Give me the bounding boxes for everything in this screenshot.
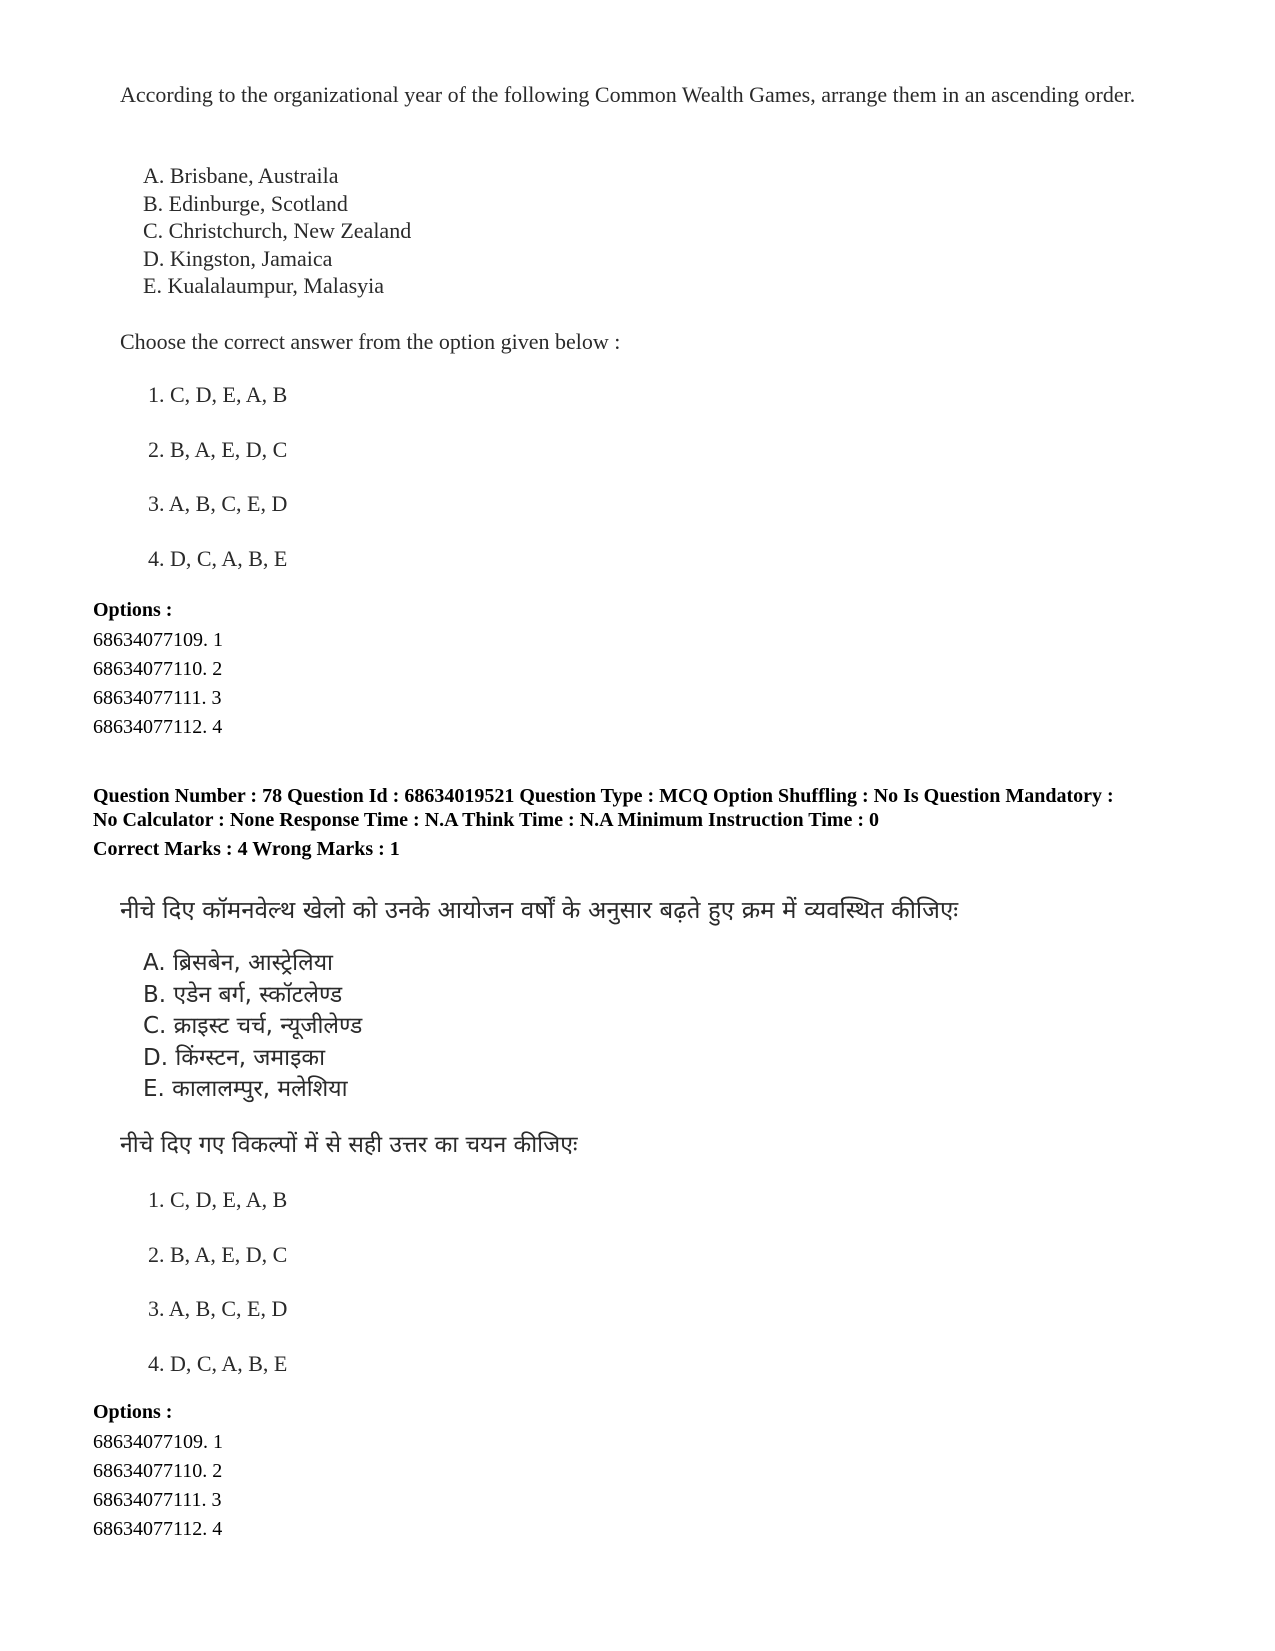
list-item: C. क्राइस्ट चर्च, न्यूजीलेण्ड [143,1013,363,1039]
choose-prompt-en: Choose the correct answer from the option given below : [120,329,621,354]
options-heading: Options : [93,599,173,621]
option-id-row: 68634077111. 3 [93,1489,222,1511]
answer-choice: 1. C, D, E, A, B [148,1187,288,1212]
answer-choice: 4. D, C, A, B, E [148,545,288,571]
question-meta-line: Question Number : 78 Question Id : 68634019521 Question Type : MCQ Option Shuffling : No Is Question Mandatory : [93,785,1114,807]
option-id-row: 68634077112. 4 [93,1518,223,1540]
option-id-row: 68634077112. 4 [93,716,223,738]
answer-choice: 2. B, A, E, D, C [148,436,288,462]
list-item: D. Kingston, Jamaica [143,245,333,271]
option-id-row: 68634077110. 2 [93,1460,223,1482]
options-list [93,626,223,742]
options-list [93,1428,223,1544]
question-text-en: According to the organizational year of the following Common Wealth Games, arrange them in an ascending order. [120,82,1136,107]
list-item: A. Brisbane, Austraila [143,163,339,188]
option-id-row: 68634077111. 3 [93,687,222,709]
options-heading: Options : [93,1401,173,1423]
list-item: B. Edinburge, Scotland [143,190,348,216]
question-meta [93,784,1193,832]
list-item: A. ब्रिसबेन, आस्ट्रेलिया [143,950,334,976]
answer-list-hi [148,1186,287,1404]
item-list-en [143,162,411,300]
list-item: D. किंग्स्टन, जमाइका [143,1044,326,1071]
answer-choice: 3. A, B, C, E, D [148,491,288,516]
option-id-row: 68634077109. 1 [93,1431,223,1453]
list-item: E. कालालम्पुर, मलेशिया [143,1076,348,1102]
list-item: B. एडेन बर्ग, स्कॉटलेण्ड [143,981,343,1008]
marks-line: Correct Marks : 4 Wrong Marks : 1 [93,838,400,860]
answer-choice: 3. A, B, C, E, D [148,1296,288,1321]
item-list-hi [143,948,362,1106]
answer-list-en [148,381,287,599]
answer-choice: 2. B, A, E, D, C [148,1241,288,1267]
question-text-hi: नीचे दिए कॉमनवेल्थ खेलो को उनके आयोजन वर्षों के अनुसार बढ़ते हुए क्रम में व्यवस्थित कीजिएः [120,896,959,924]
answer-choice: 4. D, C, A, B, E [148,1350,288,1376]
choose-prompt-hi: नीचे दिए गए विकल्पों में से सही उत्तर का चयन कीजिएः [120,1132,578,1158]
option-id-row: 68634077109. 1 [93,629,223,651]
option-id-row: 68634077110. 2 [93,658,223,680]
list-item: C. Christchurch, New Zealand [143,218,412,243]
answer-choice: 1. C, D, E, A, B [148,382,288,407]
question-meta-line: No Calculator : None Response Time : N.A Think Time : N.A Minimum Instruction Time : 0 [93,809,879,831]
list-item: E. Kualalaumpur, Malasyia [143,273,385,298]
